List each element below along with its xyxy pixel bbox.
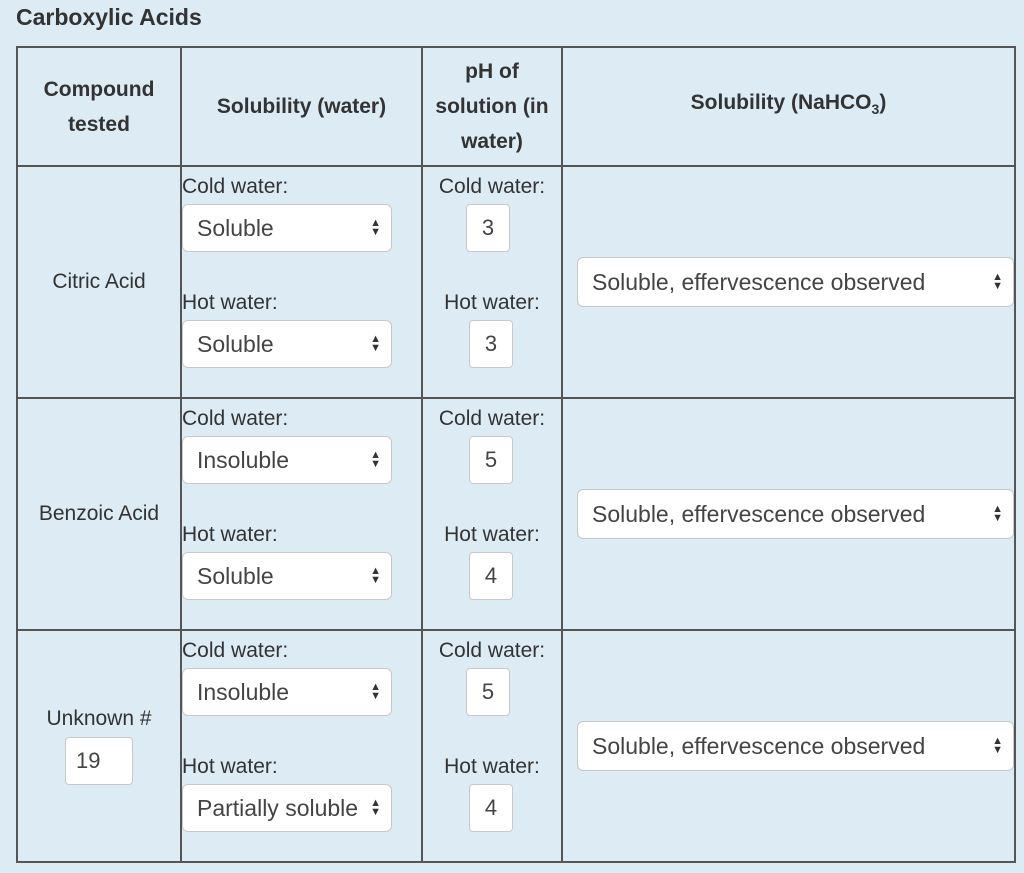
hot-water-label: Hot water: (182, 755, 278, 778)
hot-water-label: Hot water: (182, 523, 278, 546)
solubility-water-cell (181, 398, 422, 630)
hot-ph-input[interactable]: 3 (469, 320, 513, 368)
ph-cell (422, 398, 562, 630)
ph-cell (422, 630, 562, 862)
select-arrows-icon: ▲ ▼ (370, 449, 381, 470)
cold-water-label: Cold water: (438, 639, 546, 662)
header-solubility-water: Solubility (water) (181, 47, 422, 166)
hot-water-label: Hot water: (444, 291, 540, 314)
select-arrows-icon: ▲ ▼ (992, 735, 1003, 756)
cold-water-label: Cold water: (438, 175, 546, 198)
results-table (16, 46, 1016, 863)
header-compound: Compound tested (17, 47, 181, 166)
cold-water-label: Cold water: (182, 175, 289, 198)
select-arrows-icon: ▲ ▼ (370, 565, 381, 586)
cold-solubility-select[interactable]: Insoluble ▲ ▼ (182, 668, 392, 716)
hot-water-label: Hot water: (444, 755, 540, 778)
cold-water-label: Cold water: (438, 407, 546, 430)
table-row (17, 398, 1015, 630)
hot-solubility-select[interactable]: Soluble ▲ ▼ (182, 320, 392, 368)
table-row (17, 630, 1015, 862)
hot-ph-input[interactable]: 4 (469, 552, 513, 600)
table-row (17, 166, 1015, 398)
compound-cell (17, 630, 181, 862)
select-arrows-icon: ▲ ▼ (992, 503, 1003, 524)
hot-water-label: Hot water: (444, 523, 540, 546)
solubility-water-cell (181, 630, 422, 862)
header-solubility-nahco3: Solubility (NaHCO$_3$) (562, 47, 1015, 166)
solubility-water-cell (181, 166, 422, 398)
solubility-nahco3-cell (562, 630, 1015, 862)
nahco3-solubility-select[interactable]: Soluble, effervescence observed ▲ ▼ (577, 257, 1014, 307)
cold-solubility-select[interactable]: Insoluble ▲ ▼ (182, 436, 392, 484)
nahco3-solubility-select[interactable]: Soluble, effervescence observed ▲ ▼ (577, 489, 1014, 539)
hot-water-label: Hot water: (182, 291, 278, 314)
select-arrows-icon: ▲ ▼ (370, 681, 381, 702)
header-ph: pH of solution (in water) (422, 47, 562, 166)
select-arrows-icon: ▲ ▼ (370, 333, 381, 354)
select-arrows-icon: ▲ ▼ (370, 217, 381, 238)
solubility-nahco3-cell (562, 166, 1015, 398)
hot-solubility-select[interactable]: Soluble ▲ ▼ (182, 552, 392, 600)
page-title: Carboxylic Acids (16, 4, 202, 30)
cold-ph-input[interactable]: 5 (466, 668, 510, 716)
hot-solubility-select[interactable]: Partially soluble ▲ ▼ (182, 784, 392, 832)
compound-cell (17, 166, 181, 398)
cold-water-label: Cold water: (182, 639, 289, 662)
select-arrows-icon: ▲ ▼ (370, 797, 381, 818)
compound-name: Benzoic Acid (38, 502, 160, 525)
compound-name: Citric Acid (52, 270, 146, 293)
nahco3-solubility-select[interactable]: Soluble, effervescence observed ▲ ▼ (577, 721, 1014, 771)
cold-water-label: Cold water: (182, 407, 289, 430)
cold-ph-input[interactable]: 3 (466, 204, 510, 252)
cold-solubility-select[interactable]: Soluble ▲ ▼ (182, 204, 392, 252)
header-row (17, 47, 1015, 166)
cold-ph-input[interactable]: 5 (469, 436, 513, 484)
solubility-nahco3-cell (562, 398, 1015, 630)
hot-ph-input[interactable]: 4 (469, 784, 513, 832)
compound-name: Unknown # (46, 707, 152, 730)
select-arrows-icon: ▲ ▼ (992, 271, 1003, 292)
ph-cell (422, 166, 562, 398)
compound-cell (17, 398, 181, 630)
unknown-number-input[interactable]: 19 (65, 737, 133, 785)
